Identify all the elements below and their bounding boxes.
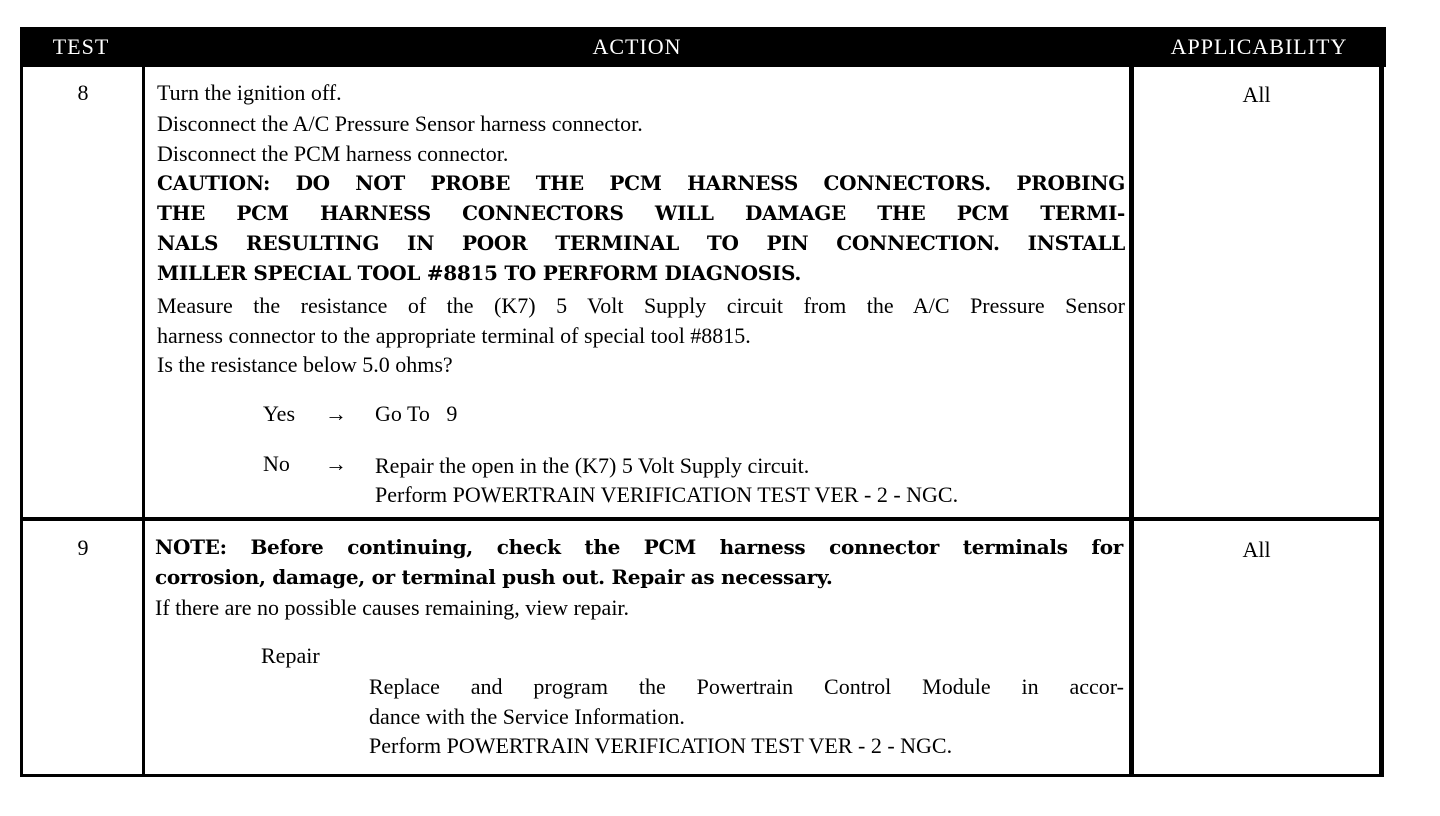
row-divider <box>23 517 1379 521</box>
table-header <box>20 27 1386 67</box>
action-line: Disconnect the A/C Pressure Sensor harness connector. <box>157 111 643 136</box>
no-action-line: Perform POWERTRAIN VERIFICATION TEST VER - 2 - NGC. <box>375 482 959 507</box>
column-divider-action <box>1129 67 1134 774</box>
measure-line: harness connector to the appropriate terminal of special tool #8815. <box>157 323 751 348</box>
repair-label: Repair <box>261 643 320 668</box>
no-action-line: Repair the open in the (K7) 5 Volt Supply circuit. <box>375 453 810 478</box>
header-applicability: APPLICABILITY <box>1170 34 1348 59</box>
header-test: TEST <box>52 34 110 59</box>
note-line: corrosion, damage, or terminal push out. Repair as necessary. <box>155 565 833 589</box>
test-number-9: 9 <box>77 535 89 560</box>
action-line: If there are no possible causes remaining, view repair. <box>155 595 630 620</box>
column-divider-test <box>142 67 145 774</box>
no-arrow-icon: → <box>325 451 347 476</box>
measure-line: Is the resistance below 5.0 ohms? <box>157 352 453 377</box>
caution-line: CAUTION: DO NOT PROBE THE PCM HARNESS CONNECTORS. PROBING <box>157 171 1125 195</box>
repair-line: Replace and program the Powertrain Control Module in accor- <box>369 674 1124 699</box>
caution-line: NALS RESULTING IN POOR TERMINAL TO PIN CONNECTION. INSTALL <box>157 231 1125 255</box>
yes-arrow-icon: → <box>325 401 347 426</box>
applicability-9: All <box>1242 537 1271 562</box>
test-number-8: 8 <box>77 80 89 105</box>
applicability-8: All <box>1242 82 1271 107</box>
yes-label: Yes <box>263 401 296 426</box>
no-label: No <box>263 451 290 476</box>
repair-line: Perform POWERTRAIN VERIFICATION TEST VER - 2 - NGC. <box>369 733 953 758</box>
yes-action: Go To 9 <box>375 401 458 426</box>
caution-line: MILLER SPECIAL TOOL #8815 TO PERFORM DIAGNOSIS. <box>157 261 802 285</box>
header-action: ACTION <box>592 34 682 59</box>
measure-line: Measure the resistance of the (K7) 5 Volt Supply circuit from the A/C Pressure Sensor <box>157 293 1125 318</box>
note-line: NOTE: Before continuing, check the PCM harness connector terminals for <box>155 535 1123 559</box>
diagnostic-test-table <box>20 27 1384 777</box>
repair-line: dance with the Service Information. <box>369 704 685 729</box>
action-line: Disconnect the PCM harness connector. <box>157 141 509 166</box>
caution-line: THE PCM HARNESS CONNECTORS WILL DAMAGE THE PCM TERMI- <box>157 201 1125 225</box>
action-line: Turn the ignition off. <box>157 80 342 105</box>
